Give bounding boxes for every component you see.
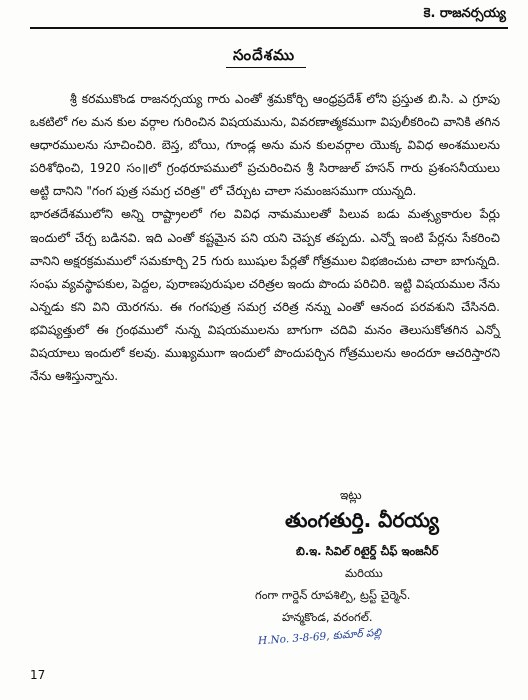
closing-word: ఇట్లు xyxy=(340,488,362,502)
signer-address: హన్మకొండ, వరంగల్. xyxy=(282,610,373,624)
header-author: కె. రాజనర్సయ్య xyxy=(423,6,506,21)
title-underline xyxy=(226,67,306,68)
page-number: 17 xyxy=(30,668,46,682)
paragraph-1: శ్రీ కరముకొండ రాజనర్సయ్య గారు ఎంతో శ్రమకోర్చి ఆంధ్రప్రదేశ్ లోని ప్రస్తుత బి.సి. ఎ గ్రూపు ఒకటిలో గల మన కుల వర్గాల గురించిన విషయమును, వివరణాత్మకముగా విపులీకరించి వానికి తగిన ఆధారములను సూచించిరి. బెస్త, బోయి, గూండ్ల అను మన కులవర్గాల యొక్క వివిధ అంశములను పరిశోధించి, 1920 సం॥లో గ్రంథరూపములో ప్రచురించిన శ్రీ సిరాజుల్ హసన్ గారు ప్రశంసనీయులు అట్టి దానిని "గంగ పుత్ర సమగ్ర చరిత్ర" లో చేర్చుట చాలా సమంజసముగా యున్నది. xyxy=(30,92,500,199)
signer-name: తుంగతుర్తి. వీరయ్య xyxy=(285,508,439,532)
conjunction: మరియు xyxy=(345,566,383,580)
handwritten-address: H.No. 3-8-69, కుమార్ పల్లి xyxy=(257,626,382,648)
signer-designation: బి.ఇ. సివిల్ రిటైర్డ్ చీఫ్ ఇంజనీర్ xyxy=(296,544,439,558)
paragraph-2: భారతదేశములోని అన్ని రాష్ట్రాలలో గల వివిధ నామములతో పిలువ బడు మత్స్యకారుల పేర్లు ఇందులో చేర్చ బడినవి. ఇది ఎంతో కష్టమైన పని యని చెప్పక తప్పదు. ఎన్నో ఇంటి పేర్లను సేకరించి వానిని అక్షరక్రమములో సమకూర్చి 25 గురు ఋషుల పేర్లతో గోత్రముల విభజించుట చాలా బాగున్నది. సంఘ వ్యవస్థాపకుల, పెద్దల, పురాణపురుషుల చరిత్రల ఇందు పొందు పరిచిరి. ఇట్టి విషయముల నేను ఎన్నడు కని విని యెరగను. ఈ గంగపుత్ర సమగ్ర చరిత్ర నన్ను ఎంతో ఆనంద పరవశుని చేసినది. భవిష్యత్తులో ఈ గ్రంథములో నున్న విషయములను బాగుగా చదివి మనం తెలుసుకోతగిన ఎన్నో విషయాలు ఇందులో కలవు. ముఖ్యముగా ఇందులో పొందుపర్చిన గోత్రములను అందరూ ఆచరిస్తారని నేను ఆశిస్తున్నాను. xyxy=(30,207,500,384)
signer-role: గంగా గార్డెన్ రూపశిల్పి, ట్రస్ట్ చైర్మెన్. xyxy=(255,588,411,602)
header-rule xyxy=(30,27,508,29)
page-title: సందేశము xyxy=(232,46,296,64)
message-body xyxy=(30,88,500,388)
